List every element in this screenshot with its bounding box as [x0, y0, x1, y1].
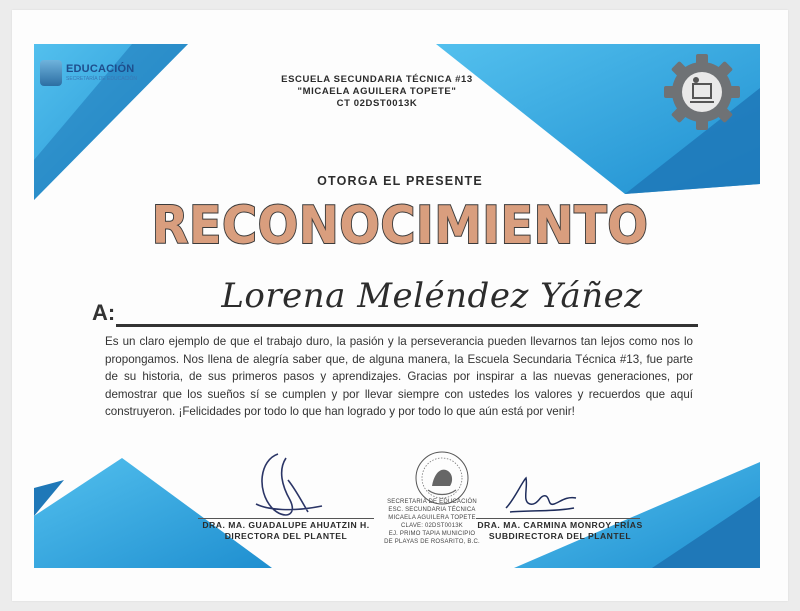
recipient-underline: [116, 324, 698, 327]
recipient-name: Lorena Meléndez Yáñez: [221, 276, 643, 316]
seal-line-3: MICAELA AGUILERA TOPETE: [388, 515, 476, 521]
certificate-title: RECONOCIMIENTO: [151, 196, 649, 256]
certificate-sheet: [12, 10, 788, 601]
technical-school-gear-icon: [660, 50, 744, 134]
subdirector-name: DRA. MA. CARMINA MONROY FRÍAS: [477, 520, 643, 530]
school-code: CT 02DST0013K: [336, 98, 418, 109]
director-signature-mark: [238, 450, 328, 522]
seal-line-1: SECRETARIA DE EDUCACIÓN: [387, 499, 477, 505]
subdirector-signature-mark: [500, 472, 580, 520]
director-role: DIRECTORA DEL PLANTEL: [224, 531, 348, 541]
school-honoree: "MICAELA AGUILERA TOPETE": [297, 86, 457, 97]
school-name: ESCUELA SECUNDARIA TÉCNICA #13: [281, 74, 473, 85]
corner-bottom-left: [34, 458, 272, 568]
certificate-message: Es un claro ejemplo de que el trabajo duro, la pasión y la perseverancia pueden llevarnos tan lejos como nos lo propongamos. Nos llena de alegría saber que, de alguna manera, la Escuela Secundaria Técnica #13, fue parte de su historia, de sus primeros pasos y aprendizajes. Gracias por inspirar a las nuevas generaciones, por demostrar que los sueños sí se cumplen y por llevar siempre con ustedes los valores y recuerdos que aquí construyeron. ¡Felicidades por todo lo que han logrado y por todo lo que aún está por venir!: [105, 335, 693, 419]
logo-tagline: SECRETARÍA DE EDUCACIÓN: [66, 76, 138, 82]
signature-subdirector: [460, 520, 660, 542]
recipient-label: A:: [92, 300, 116, 325]
director-name: DRA. MA. GUADALUPE AHUATZIN H.: [202, 520, 370, 530]
education-emblem-icon: [40, 60, 62, 86]
signature-director: [186, 520, 386, 542]
seal-line-6: DE PLAYAS DE ROSARITO, B.C.: [384, 539, 480, 545]
logo-name: EDUCACIÓN: [66, 63, 135, 75]
school-header: [252, 74, 502, 110]
seal-line-4: CLAVE: 02DST0013K: [401, 523, 463, 529]
subdirector-role: SUBDIRECTORA DEL PLANTEL: [488, 531, 632, 541]
grant-text: OTORGA EL PRESENTE: [317, 174, 483, 188]
seal-line-5: EJ. PRIMO TAPIA MUNICIPIO: [388, 531, 476, 537]
seal-line-2: ESC. SECUNDARIA TÉCNICA: [388, 507, 476, 513]
education-logo: [40, 58, 152, 88]
